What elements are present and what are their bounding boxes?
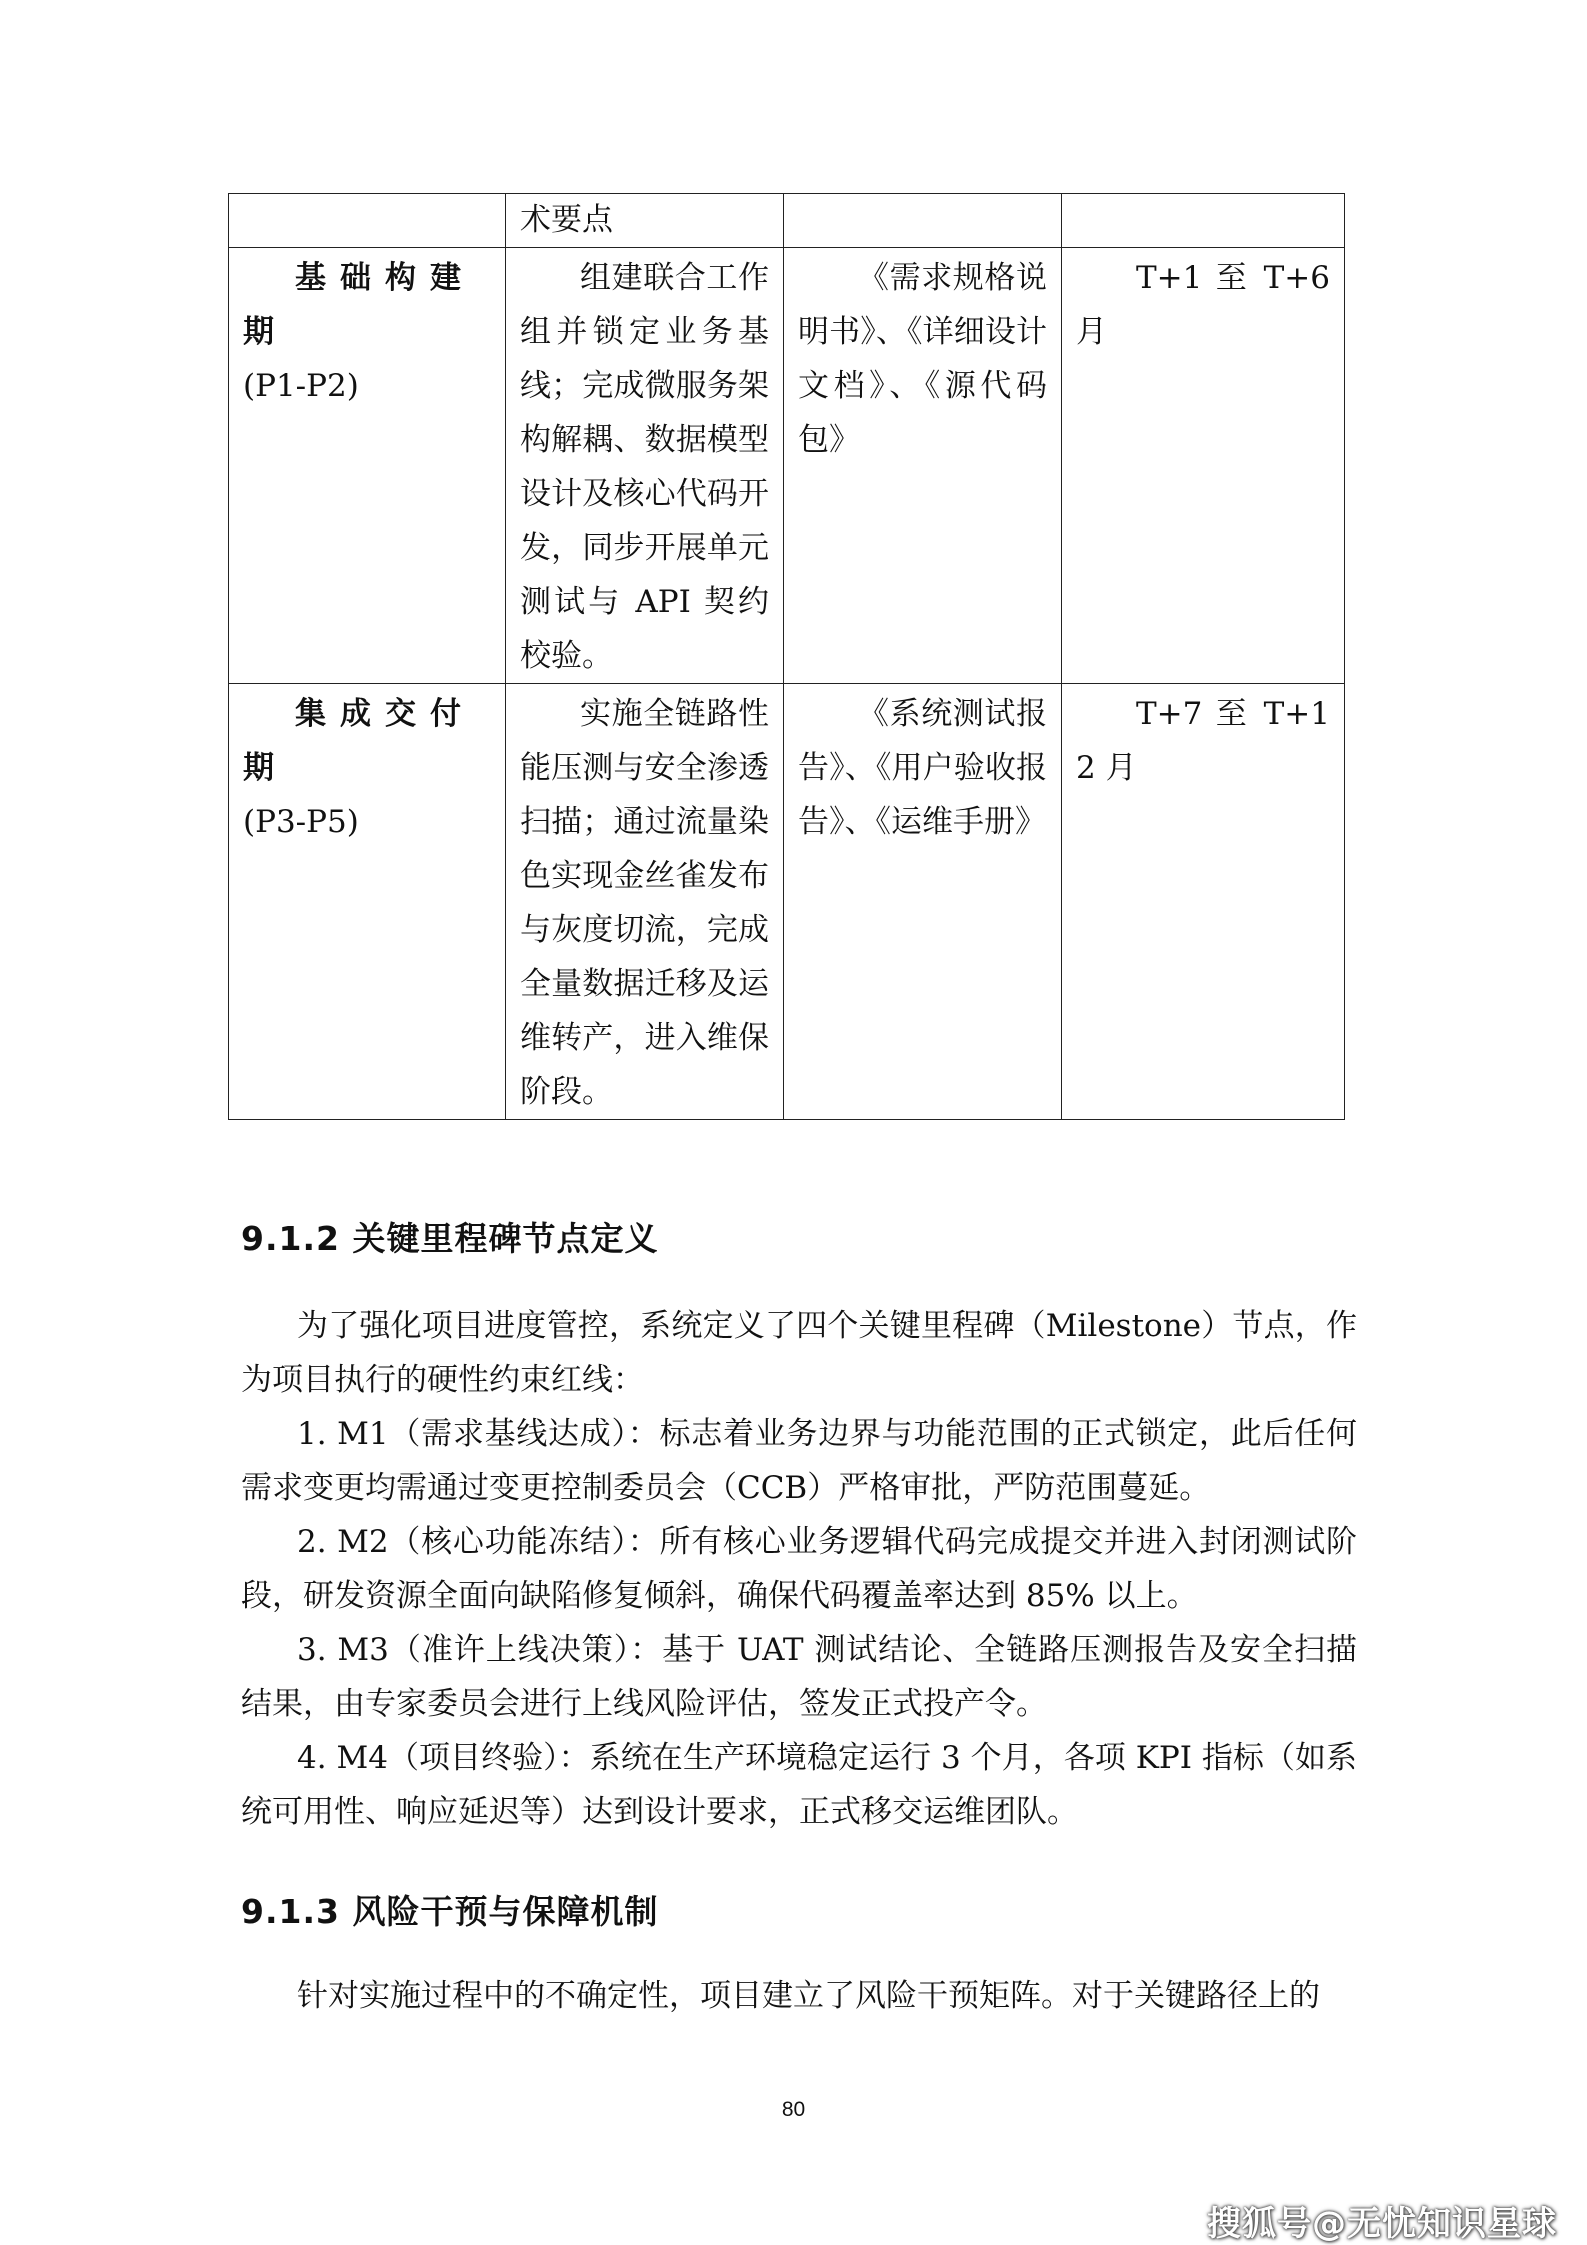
phase-name: 基础构建期	[243, 260, 475, 350]
table-cell	[1062, 194, 1345, 248]
section-heading-913: 9.1.3 风险干预与保障机制	[241, 1892, 659, 1931]
phase-timeline: T+1 至 T+6 月	[1076, 260, 1330, 350]
watermark: 搜狐号@无忧知识星球	[1207, 2204, 1557, 2244]
timeline-cell	[1062, 684, 1345, 1120]
phase-timeline: T+7 至 T+12 月	[1076, 696, 1330, 786]
table-row	[229, 248, 1345, 684]
phase-code: (P3-P5)	[243, 804, 359, 840]
phase-deliverables: 《需求规格说明书》、《详细设计文档》、《源代码包》	[798, 260, 1047, 458]
table-row	[229, 684, 1345, 1120]
milestone-item: 1. M1（需求基线达成）：标志着业务边界与功能范围的正式锁定，此后任何需求变更均需通过变更控制委员会（CCB）严格审批，严防范围蔓延。	[241, 1416, 1357, 1506]
phase-cell	[229, 248, 506, 684]
deliverables-cell	[784, 248, 1062, 684]
milestone-item: 3. M3（准许上线决策）：基于 UAT 测试结论、全链路压测报告及安全扫描结果，由专家委员会进行上线风险评估，签发正式投产令。	[241, 1632, 1357, 1722]
section-912-body	[241, 1299, 1357, 1839]
timeline-cell	[1062, 248, 1345, 684]
phase-name: 集成交付期	[243, 696, 475, 786]
page-number: 80	[781, 2098, 806, 2121]
milestone-item: 4. M4（项目终验）：系统在生产环境稳定运行 3 个月，各项 KPI 指标（如系统可用性、响应延迟等）达到设计要求，正式移交运维团队。	[241, 1740, 1357, 1830]
section-913-intro: 针对实施过程中的不确定性，项目建立了风险干预矩阵。对于关键路径上的	[297, 1978, 1320, 2014]
section-heading-912: 9.1.2 关键里程碑节点定义	[241, 1219, 659, 1258]
phase-cell	[229, 684, 506, 1120]
table-cell	[784, 194, 1062, 248]
content-cell	[506, 684, 784, 1120]
content-cell	[506, 248, 784, 684]
phase-content: 实施全链路性能压测与安全渗透扫描；通过流量染色实现金丝雀发布与灰度切流，完成全量数据迁移及运维转产，进入维保阶段。	[520, 696, 769, 1110]
table-cell: 术要点	[506, 194, 784, 248]
section-912-intro: 为了强化项目进度管控，系统定义了四个关键里程碑（Milestone）节点，作为项目执行的硬性约束红线：	[241, 1308, 1357, 1398]
section-913-body	[241, 1969, 1357, 2023]
deliverables-cell	[784, 684, 1062, 1120]
milestone-item: 2. M2（核心功能冻结）：所有核心业务逻辑代码完成提交并进入封闭测试阶段，研发资源全面向缺陷修复倾斜，确保代码覆盖率达到 85% 以上。	[241, 1524, 1357, 1614]
phase-code: (P1-P2)	[243, 368, 359, 404]
table-row	[229, 194, 1345, 248]
phase-table	[228, 193, 1345, 1120]
phase-deliverables: 《系统测试报告》、《用户验收报告》、《运维手册》	[798, 696, 1047, 840]
table-cell	[229, 194, 506, 248]
phase-content: 组建联合工作组并锁定业务基线；完成微服务架构解耦、数据模型设计及核心代码开发，同步开展单元测试与 API 契约校验。	[520, 260, 769, 674]
